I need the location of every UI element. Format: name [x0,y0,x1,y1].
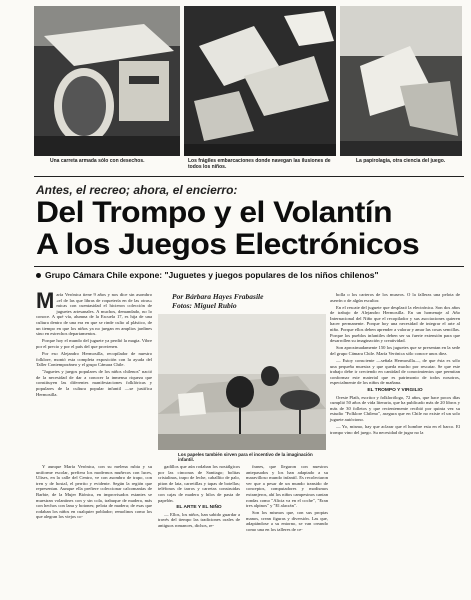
kicker: Antes, el recreo; ahora, el encierro: [36,183,238,197]
article-column [246,464,328,534]
paragraph: — Yo, mismo, hay que aclarar que el hombre esta en el barco. El trompo vino del juego. Su necesidad de jugar no la [330,424,460,435]
article-column [36,464,152,521]
bullet-icon [36,273,41,278]
photo-caption: Una carreta armada sólo con desechos. [50,158,145,164]
paragraph: Y aunque María Verónica, con su melena rubia y su uniforme escolar, prefiera los modernos muñecos con luces, Ulises, en la calle del Centro, ve con asombro de trapo, con tren y de hostal, el perrito y evidente. Según la región que representan. Aunque ella prefiere coleccionar calcomanías de Barbie, de la Mujer Biónica, en improvisados estantes se muestran volantines con y sin cola, trabuque de madera, más con hechos con lana y botones; pelota de madera; de esas que rodaban los niños en cualquier poblador; remolinos como los que alegran los viejos co- [36,464,152,520]
subhead-text: Grupo Cámara Chile expone: "Juguetes y juegos populares de los niños chilenos" [45,270,379,280]
photo-cart [34,6,180,156]
drop-cap: M [36,288,55,313]
article-column [36,288,152,399]
photo-exhibit [158,314,326,450]
paragraph: Son aproximadamente 150 los juguetes que se presentan en la sede del grupo Cámara Chile. María Verónica sólo conoce unos diez. [330,345,460,356]
paragraph: Son los mismos que, con sus propias manos, crean figuras y diversión. Las que, adaptándose a su entorno, se van creando como una en los talleres de ce- [246,510,328,533]
paragraph: bolla o los carteros de los museos. O la falleras una pelota de aserrín o de algún escultor. [330,292,460,303]
section-heading: EL ARTE Y EL NIÑO [176,504,222,510]
paragraph: franes, que llegaron con nuestros antepasados y los han adaptado a su maravilloso mundo infantil. Es recolectaron ver que a pesar de un mundo transido de conceptos, computadores y modismos extranjeros, ahí los niños campesinos cantan rondas como "Alicia va en el coche", "Eran tres alpinos" y "El alacrán". [246,464,328,509]
paragraph: Oreste Plath, escritor y folklorólogo, 72 años, que hace pocos días cumplió 50 años de vida literaria, que ha publicado más de 20 libros y más de 30 folletos y que recientemente recibió por quinta vez su estudio "Folklore Chileno", asegura que en Chile no existe el un solo juguete autóctono. [330,394,460,422]
photo-caption: Los frágiles embarcaciones donde navegan las ilusiones de todos los niños. [188,158,331,170]
headline-line: Del Trompo y el Volantín [36,196,392,229]
article-column [158,464,240,530]
headline-line: A los Juegos Electrónicos [36,228,420,261]
paragraph: En el rescate del juguete que desplazó la electrónica. Son dos años de trabajo de Alejandro Hermosilla. En un homenaje al Año Internacional del Niño que el recopilador y sus asociaciones quieren hacer permanente. Porque hoy una necesidad de integrar el arte al niño. Porque ellos deben aprender a valorar y amar las cosas sencillas. Porque los pueblos infantiles deben ser su fuerte extensión para que desarrollen su imaginación y creatividad. [330,304,460,344]
paragraph: Porque hoy el mundo del juguete ya perdió la magia. Vibre por el precio y por el país del que provienen. [36,338,152,349]
headline [36,197,471,261]
author: Por Bárbara Hayes Frabasile [172,292,264,301]
section-heading: EL TROMPO Y VIRGILIO [367,387,423,393]
paragraph: "Juguetes y juegos populares de los niños chilenos" nació de la necesidad de dar a conocer la inmensa riqueza que constituyen las diferentes manifestaciones folklóricas y populares de la cultura popular infantil —se justifica Hermosilla. [36,369,152,397]
divider [34,176,464,177]
photo-caption: La papirolagia, otra ciencia del juego. [356,158,446,164]
paragraph: aría Verónica tiene 9 años y nos dice sin asombro «el de las que libras de roquetería en de las otras» micas con cuentasidad el hicieron colección de juguetes artesanales. A muchos, demandado, no lo conoce. A qué vía, alumna de la Escuela 17, es hija de una cultura dentro de una era en que se rinde culto al plástico, de un tiempo en que los niños ya no juegan en amplios jardines sino en estrechos departamentos. [36,292,152,337]
photo-caption: Los papeles también sirven para el incentivo de la imaginación infantil. [178,452,313,462]
byline [172,292,322,310]
paragraph: — Estoy consciente —señala Hermosilla—, de que ésta es sólo una pequeña muestra y que queda mucho por rescatar. Se que este trabajo debe ir creciendo en cantidad de conocimientos que permitan conformar este material que es patrimonio de todos nosotros, especialmente de los niños de mañana. [330,358,460,386]
paragraph: gadillos que aún rodaban los nostálgicos por las cinconas de Santiago; bolitas cristalinas, trapo de leche, caballito de palo, piton de lata, carretillas y tapas de botellas; teléfonos de tarros y carretas construidas con cajas de madera y hilos de pasta de papelón. [158,464,240,503]
paragraph: — Ellos, los niños, han sabido guardar a través del tiempo las tradiciones orales de antiguos romances, dichos, re- [158,511,240,528]
paragraph: Por eso Alejandro Hermosilla, recopilador de nuestro folklore, montó esta completa exposición con la ayuda del Taller Contemporáneo y el grupo Cámara Chile. [36,350,152,368]
photo-credit: Fotos: Miguel Rubio [172,301,237,310]
divider [34,266,464,267]
photo-origami [340,6,462,156]
photo-boats [184,6,336,156]
subhead [36,270,464,280]
article-column [330,292,460,437]
